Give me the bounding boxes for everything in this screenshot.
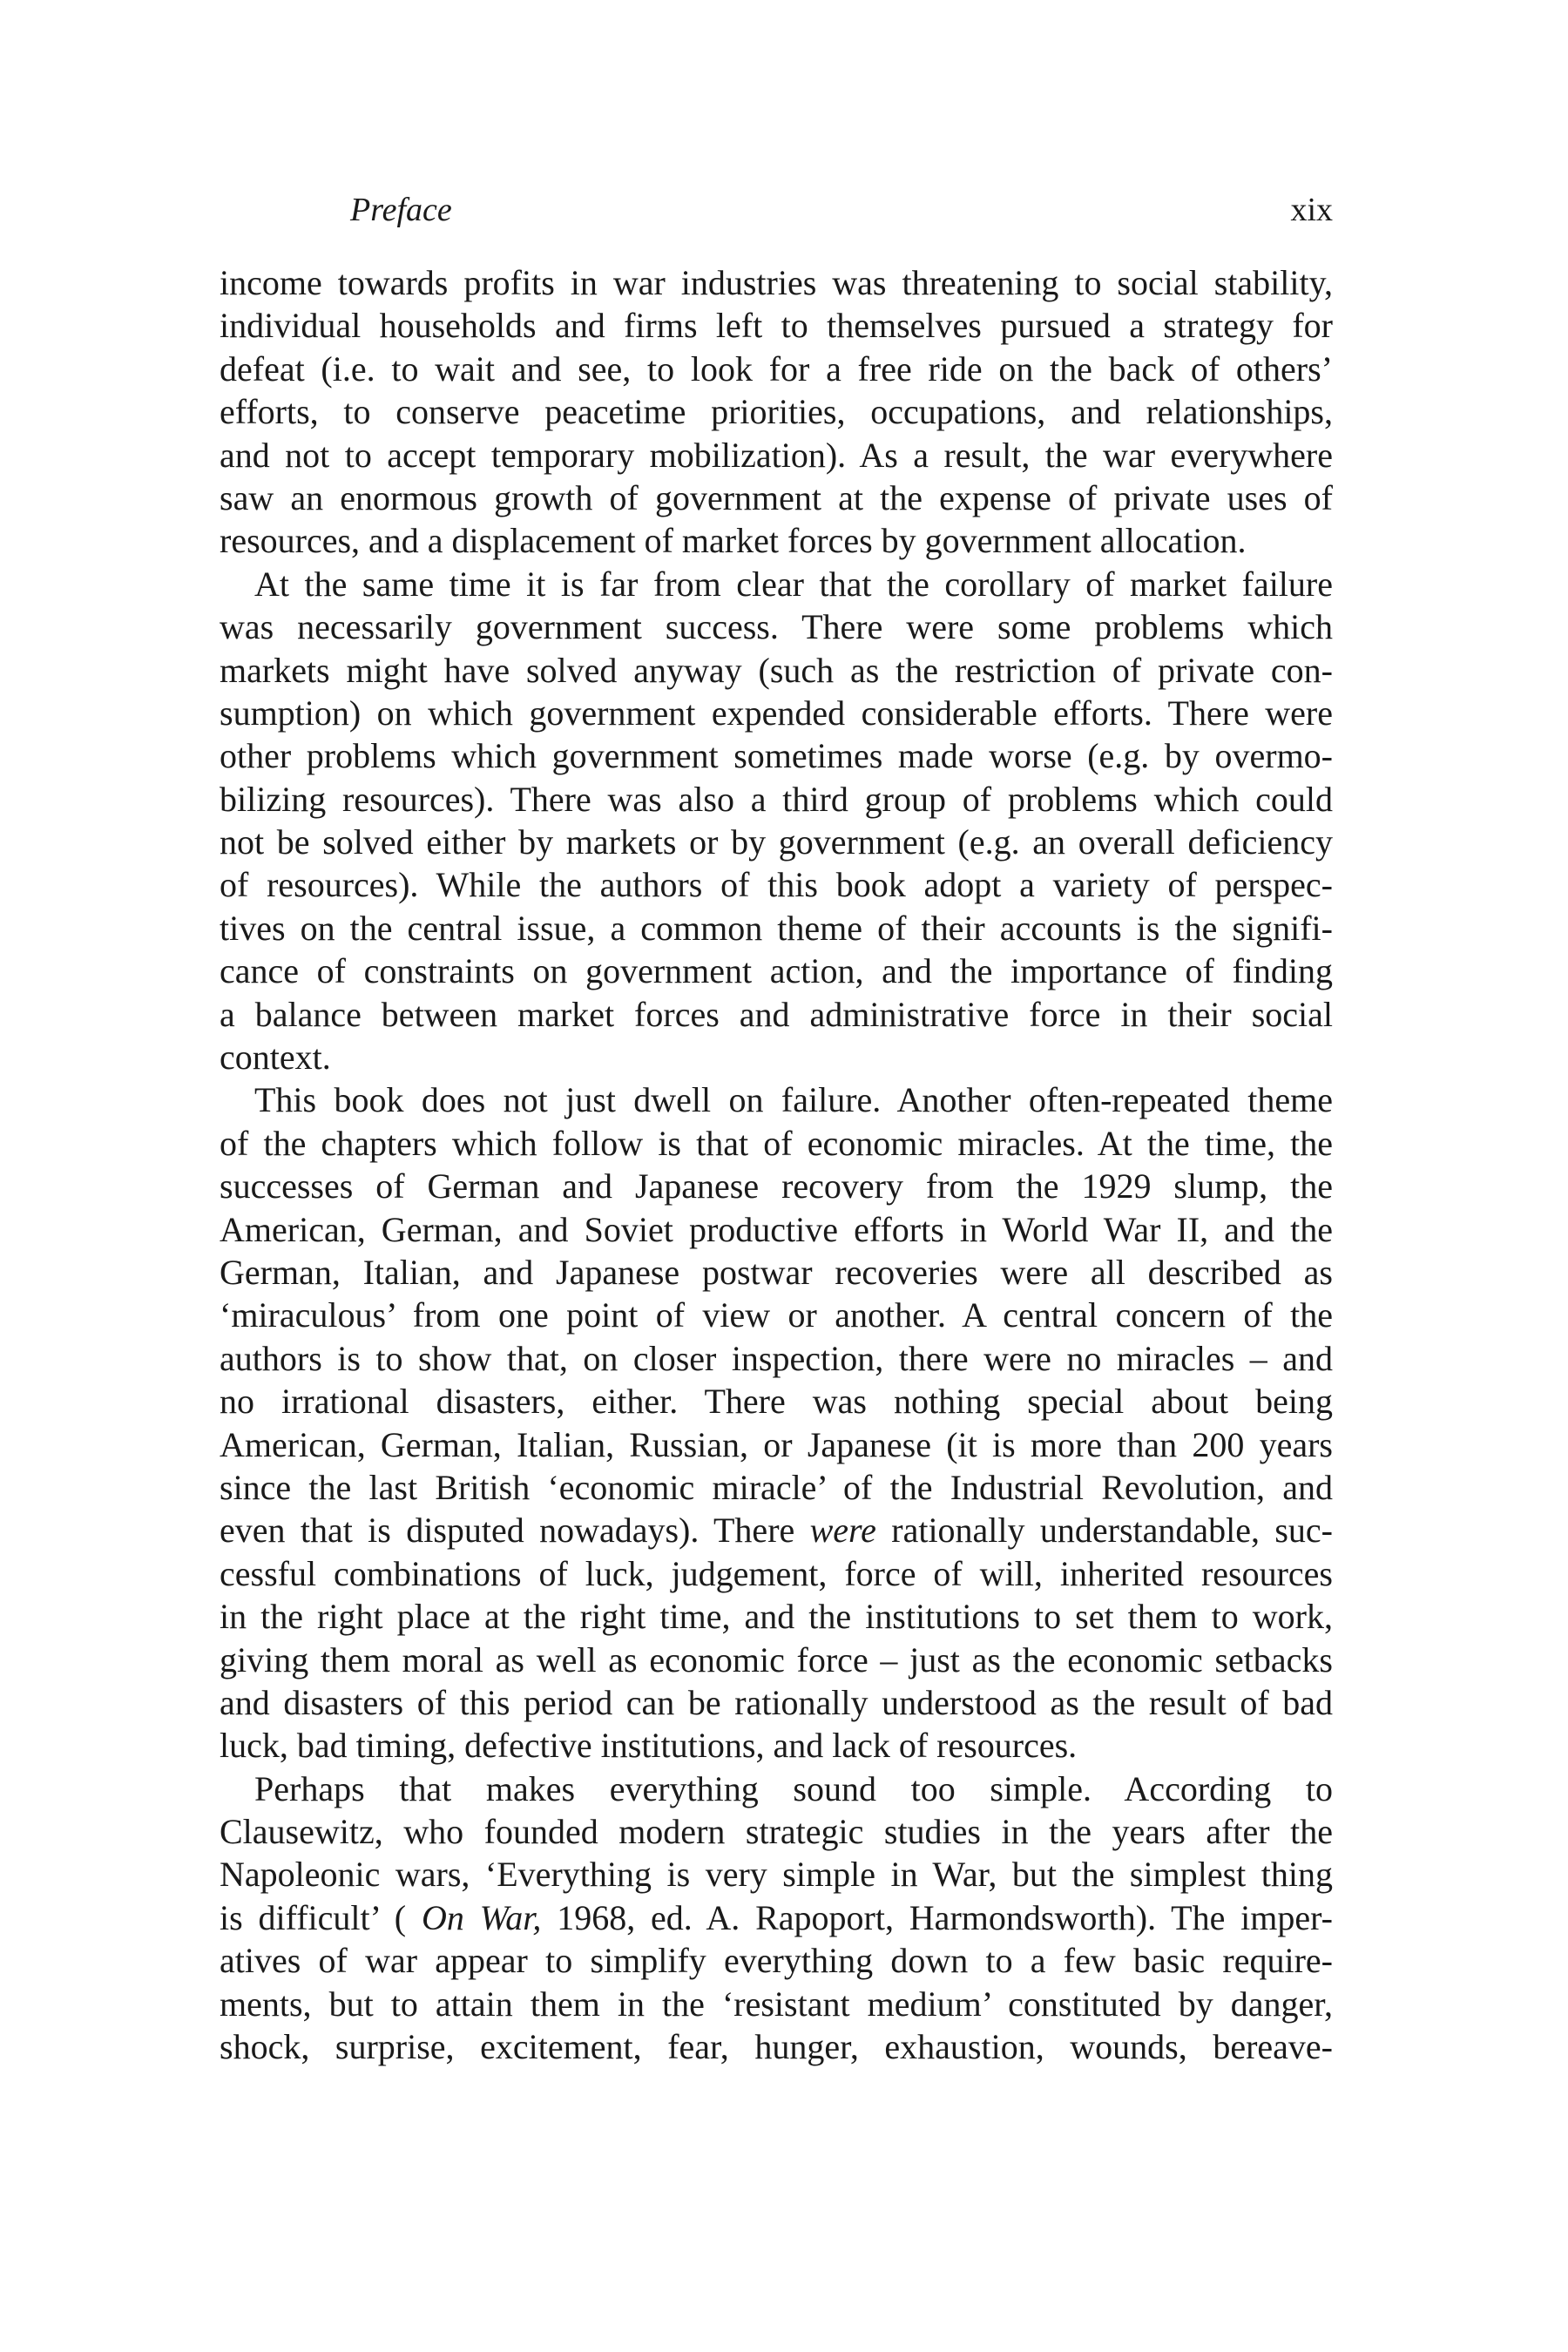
body-text: [220, 261, 1333, 2068]
running-head: Preface: [350, 192, 452, 228]
text-segment: saw an enormous growth of government at the expense of private uses of: [220, 477, 1333, 517]
text-line: [220, 1337, 1333, 1380]
text-segment: ments, but to attain them in the ‘resistant medium’ constituted by danger,: [220, 1984, 1333, 2024]
text-segment: Clausewitz, who founded modern strategic studies in the years after the: [220, 1812, 1333, 1852]
text-line: [220, 1380, 1333, 1423]
text-segment: since the last British ‘economic miracle’ of the Industrial Revolution, and: [220, 1467, 1333, 1507]
text-segment: income towards profits in war industries was threatening to social stability,: [220, 263, 1333, 302]
text-segment: no irrational disasters, either. There was nothing special about being: [220, 1382, 1333, 1422]
text-segment: ‘miraculous’ from one point of view or another. A central concern of the: [220, 1295, 1333, 1335]
text-segment: individual households and firms left to themselves pursued a strategy for: [220, 306, 1333, 346]
text-segment: sumption) on which government expended considerable efforts. There were: [220, 693, 1333, 733]
text-segment: luck, bad timing, defective institutions, and lack of resources.: [220, 1726, 1078, 1766]
text-line: [220, 2025, 1333, 2068]
text-segment: At the same time it is far from clear that the corollary of market failure: [254, 564, 1333, 604]
text-line: [220, 1294, 1333, 1336]
text-segment: defeat (i.e. to wait and see, to look for a free ride on the back of others’: [220, 348, 1333, 389]
text-segment: cance of constraints on government action, and the importance of finding: [220, 951, 1333, 991]
text-line: [220, 950, 1333, 992]
text-line: [220, 1423, 1333, 1466]
text-line: [220, 1078, 1333, 1121]
text-line: [220, 734, 1333, 777]
text-segment: atives of war appear to simplify everything down to a few basic require-: [220, 1941, 1333, 1981]
text-line: [220, 563, 1333, 605]
text-segment: bilizing resources). There was also a third group of problems which could: [220, 779, 1333, 819]
text-line: [220, 261, 1333, 304]
text-segment: and disasters of this period can be rationally understood as the result of bad: [220, 1682, 1333, 1722]
text-segment: context.: [220, 1037, 331, 1078]
text-segment: rationally understandable, suc-: [875, 1511, 1333, 1551]
text-segment: American, German, Italian, Russian, or Japanese (it is more than 200 years: [220, 1424, 1333, 1464]
text-line: [220, 434, 1333, 476]
text-segment: German, Italian, and Japanese postwar recoveries were all described as: [220, 1252, 1333, 1292]
text-segment: cessful combinations of luck, judgement, force of will, inherited resources: [220, 1553, 1333, 1593]
text-segment: not be solved either by markets or by government (e.g. an overall deficiency: [220, 822, 1333, 862]
text-segment: This book does not just dwell on failure. Another often-repeated theme: [254, 1080, 1333, 1120]
text-line: [220, 1208, 1333, 1251]
text-segment: shock, surprise, excitement, fear, hunger, exhaustion, wounds, bereave-: [220, 2027, 1333, 2067]
text-segment: is difficult’ (: [220, 1897, 407, 1937]
text-line: [220, 1165, 1333, 1207]
text-line: [220, 692, 1333, 734]
text-segment: of resources). While the authors of this book adopt a variety of perspec-: [220, 865, 1333, 905]
text-line: [220, 1552, 1333, 1595]
text-segment: other problems which government sometimes made worse (e.g. by overmo-: [220, 736, 1333, 776]
text-line: [220, 605, 1333, 648]
text-line: [220, 304, 1333, 347]
text-segment: even that is disputed nowadays). There: [220, 1511, 795, 1551]
italic-segment: were: [809, 1511, 876, 1551]
text-line: [220, 1509, 1333, 1551]
text-segment: Napoleonic wars, ‘Everything is very simple in War, but the simplest thing: [220, 1855, 1333, 1895]
text-line: [220, 390, 1333, 433]
text-line: [220, 1724, 1333, 1767]
text-line: [220, 863, 1333, 906]
text-line: [220, 519, 1333, 562]
text-segment: successes of German and Japanese recovery from the 1929 slump, the: [220, 1166, 1333, 1206]
text-segment: in the right place at the right time, and the institutions to set them to work,: [220, 1597, 1333, 1637]
text-segment: tives on the central issue, a common theme of their accounts is the signifi-: [220, 908, 1333, 948]
text-line: [220, 1853, 1333, 1896]
text-line: [220, 993, 1333, 1036]
text-segment: was necessarily government success. There were some problems which: [220, 607, 1333, 647]
text-segment: authors is to show that, on closer inspection, there were no miracles – and: [220, 1338, 1333, 1378]
page-number: xix: [1290, 192, 1333, 228]
text-line: [220, 1036, 1333, 1078]
text-line: [220, 1122, 1333, 1165]
text-line: [220, 1810, 1333, 1853]
text-line: [220, 649, 1333, 692]
text-line: [220, 348, 1333, 390]
text-segment: of the chapters which follow is that of economic miracles. At the time, the: [220, 1123, 1333, 1163]
italic-segment: On War,: [421, 1897, 542, 1937]
text-segment: giving them moral as well as economic force – just as the economic setbacks: [220, 1639, 1333, 1680]
text-line: [220, 1939, 1333, 1982]
text-line: [220, 1767, 1333, 1810]
text-line: [220, 907, 1333, 950]
text-line: [220, 1681, 1333, 1724]
page-header: [350, 193, 1333, 246]
text-segment: 1968, ed. A. Rapoport, Harmondsworth). The imper-: [541, 1897, 1333, 1937]
text-segment: and not to accept temporary mobilization). As a result, the war everywhere: [220, 435, 1333, 475]
text-line: [220, 476, 1333, 519]
text-segment: American, German, and Soviet productive efforts in World War II, and the: [220, 1209, 1333, 1249]
text-line: [220, 1466, 1333, 1509]
text-segment: efforts, to conserve peacetime priorities, occupations, and relationships,: [220, 392, 1333, 432]
text-segment: Perhaps that makes everything sound too simple. According to: [254, 1768, 1333, 1808]
text-line: [220, 1896, 1333, 1939]
text-segment: resources, and a displacement of market forces by government allocation.: [220, 521, 1247, 561]
text-line: [220, 1595, 1333, 1638]
text-line: [220, 778, 1333, 821]
text-line: [220, 821, 1333, 863]
text-line: [220, 1251, 1333, 1294]
text-line: [220, 1639, 1333, 1681]
text-segment: a balance between market forces and administrative force in their social: [220, 994, 1333, 1034]
text-line: [220, 1983, 1333, 2025]
text-segment: markets might have solved anyway (such as the restriction of private con-: [220, 650, 1333, 690]
